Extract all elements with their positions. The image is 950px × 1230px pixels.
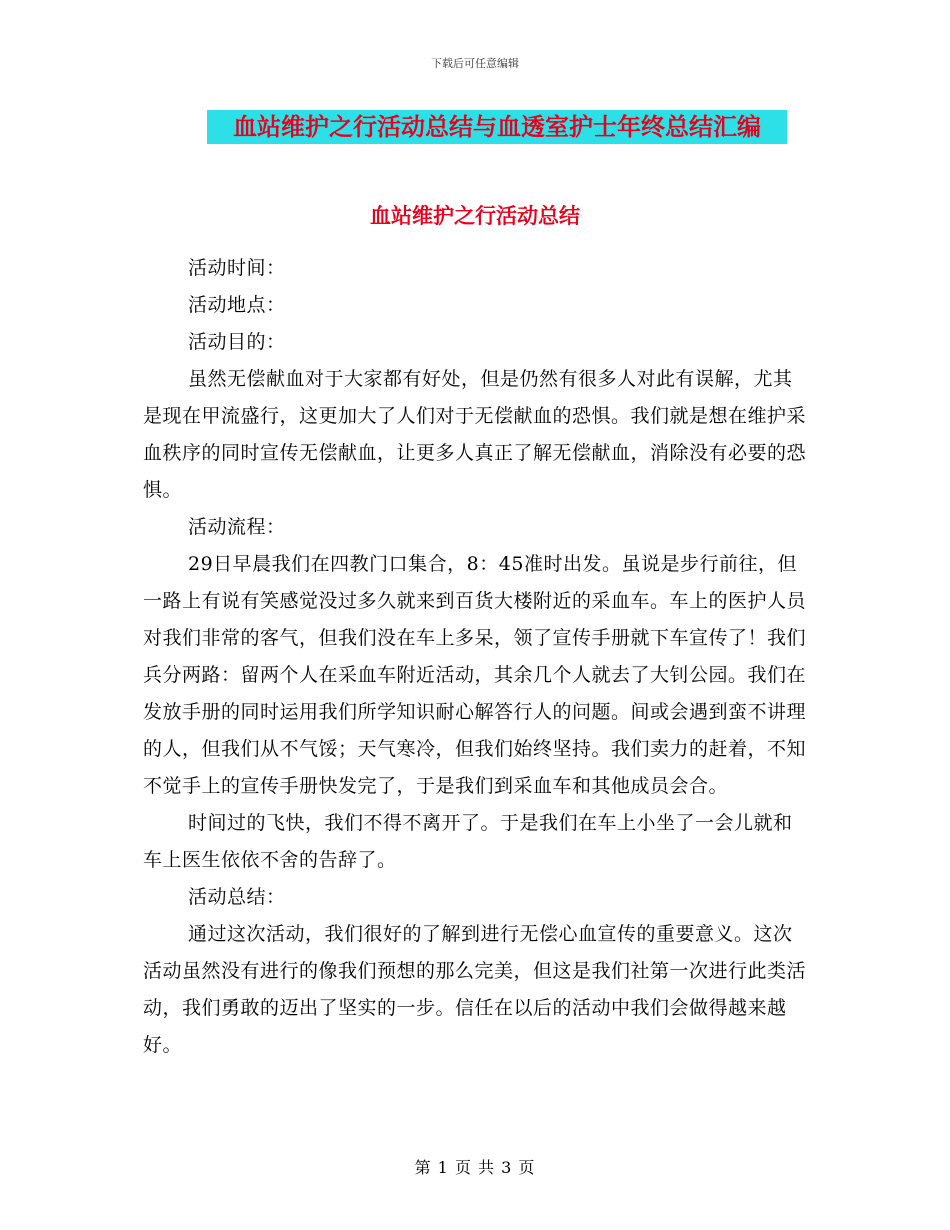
- paragraph-activity-time: 活动时间：: [188, 257, 286, 279]
- paragraph-activity-summary: 活动总结：: [188, 886, 286, 908]
- paragraph-summary-text: 通过这次活动，我们很好的了解到进行无偿心血宣传的重要意义。这次活动虽然没有进行的像我们预想的那么完美，但这是我们社第一次进行此类活动，我们勇敢的迈出了坚实的一步。信任在以后的活动中我们会做得越来越好。: [143, 923, 807, 1056]
- document-title: 血站维护之行活动总结与血透室护士年终总结汇编: [207, 110, 787, 144]
- paragraph-departure-text: 时间过的飞快，我们不得不离开了。于是我们在车上小坐了一会儿就和车上医生依依不舍的告辞了。: [143, 812, 793, 871]
- paragraph-process-text: 29日早晨我们在四教门口集合，8：45准时出发。虽说是步行前往，但一路上有说有笑感觉没过多久就来到百货大楼附近的采血车。车上的医护人员对我们非常的客气，但我们没在车上多呆，领了宣传手册就下车宣传了！我们兵分两路：留两个人在采血车附近活动，其余几个人就去了大钊公园。我们在发放手册的同时运用我们所学知识耐心解答行人的问题。间或会遇到蛮不讲理的人，但我们从不气馁；天气寒冷，但我们始终坚持。我们卖力的赶着，不知不觉手上的宣传手册快发完了，于是我们到采血车和其他成员会合。: [143, 553, 807, 797]
- section-title: 血站维护之行活动总结: [370, 204, 580, 228]
- paragraph-activity-purpose: 活动目的：: [188, 331, 286, 353]
- paragraph-activity-location: 活动地点：: [188, 294, 286, 316]
- header-note: 下载后可任意编辑: [431, 57, 519, 70]
- body-content: [143, 250, 808, 1064]
- paragraph-purpose-text: 虽然无偿献血对于大家都有好处，但是仍然有很多人对此有误解，尤其是现在甲流盛行，这更加大了人们对于无偿献血的恐惧。我们就是想在维护采血秩序的同时宣传无偿献血，让更多人真正了解无偿献血，消除没有必要的恐惧。: [143, 368, 807, 501]
- paragraph-activity-process: 活动流程：: [188, 516, 286, 538]
- page-footer: 第 1 页 共 3 页: [414, 1158, 536, 1177]
